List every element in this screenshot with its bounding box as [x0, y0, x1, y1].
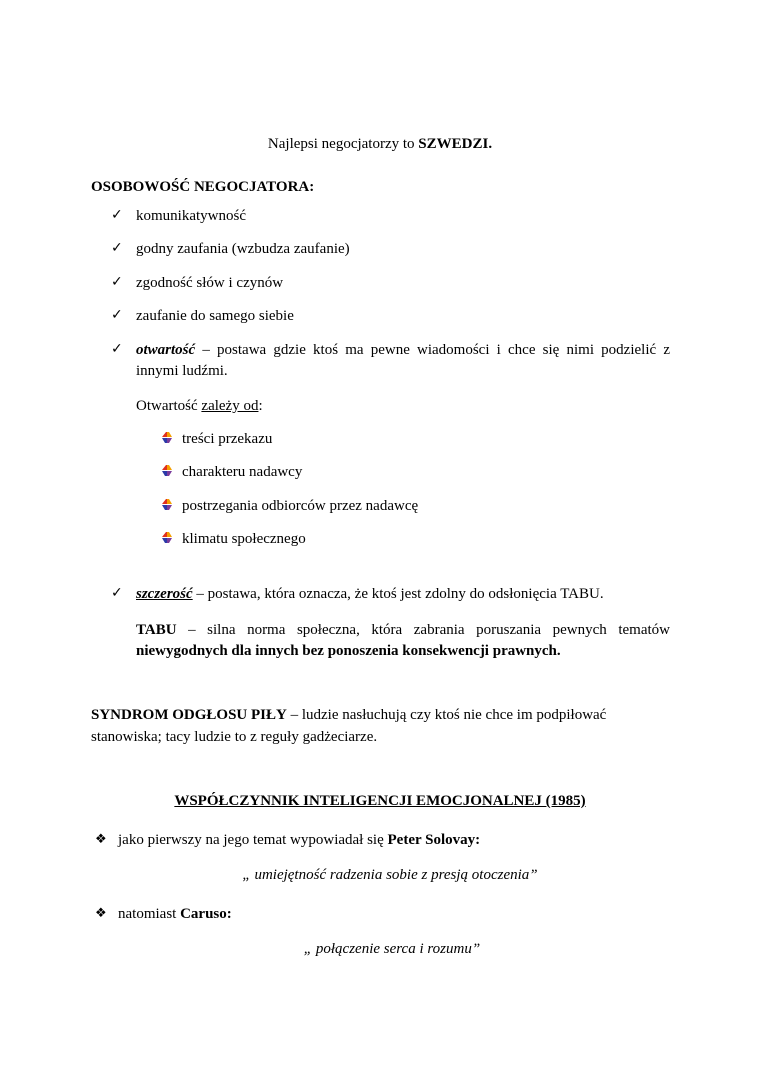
list-item-openness	[136, 341, 670, 359]
list-item-consistency: zgodność słów i czynów	[136, 275, 284, 291]
section-heading-personality	[91, 178, 314, 196]
page-title	[0, 135, 760, 153]
tabu-term: TABU	[136, 622, 177, 638]
openness-depends-label	[136, 397, 263, 415]
eq-person-name: Caruso:	[180, 906, 232, 922]
title-prefix: Najlepsi negocjatorzy to	[267, 136, 419, 152]
depends-underlined: zależy od	[201, 398, 259, 414]
list-item-self-confidence: zaufanie do samego siebie	[136, 308, 294, 324]
saw-term: SYNDROM ODGŁOSU PIŁY	[91, 707, 287, 723]
list-item-communicativeness: komunikatywność	[136, 208, 246, 224]
quote-caruso: „ połączenie serca i rozumu”	[303, 941, 481, 957]
depends-prefix: Otwartość	[136, 398, 202, 414]
diamond-bullet-icon: ❖	[95, 906, 107, 921]
tabu-definition-text: – silna norma społeczna, która zabrania poruszania pewnych tematów	[176, 622, 670, 638]
openness-term: otwartość	[136, 342, 196, 358]
check-icon: ✓	[111, 307, 123, 323]
check-icon: ✓	[111, 585, 123, 601]
check-icon: ✓	[111, 240, 123, 256]
openness-definition-continued: innymi ludźmi.	[136, 363, 228, 379]
check-icon: ✓	[111, 341, 123, 357]
factor-item: postrzegania odbiorców przez nadawcę	[182, 498, 419, 514]
factor-item: charakteru nadawcy	[182, 464, 303, 480]
factor-item: klimatu społecznego	[182, 531, 306, 547]
sincerity-term: szczerość	[136, 586, 193, 602]
section-heading-eq	[0, 792, 760, 810]
windows-flag-icon	[160, 464, 174, 478]
eq-item-caruso	[118, 905, 232, 923]
title-bold: SZWEDZI.	[418, 136, 493, 152]
openness-definition: – postawa gdzie ktoś ma pewne wiadomości i chce się nimi podzielić z	[195, 342, 670, 358]
eq-item-text: natomiast	[118, 906, 181, 922]
eq-item-text: jako pierwszy na jego temat wypowiadał się	[118, 832, 388, 848]
list-item-sincerity	[136, 585, 604, 603]
factor-item: treści przekazu	[182, 431, 273, 447]
windows-flag-icon	[160, 531, 174, 545]
eq-heading-text: WSPÓŁCZYNNIK INTELIGENCJI EMOCJONALNEJ (1985)	[174, 793, 586, 809]
tabu-definition-continued: niewygodnych dla innych bez ponoszenia konsekwencji prawnych.	[136, 643, 561, 659]
eq-person-name: Peter Solovay:	[387, 832, 481, 848]
saw-syndrome-definition	[91, 706, 606, 724]
windows-flag-icon	[160, 431, 174, 445]
list-item-trustworthy: godny zaufania (wzbudza zaufanie)	[136, 241, 350, 257]
heading-text: OSOBOWOŚĆ NEGOCJATORA:	[91, 179, 315, 195]
saw-syndrome-continued: stanowiska; tacy ludzie to z reguły gadżeciarze.	[91, 729, 378, 745]
check-icon: ✓	[111, 274, 123, 290]
depends-suffix: :	[258, 398, 263, 414]
sincerity-definition: – postawa, która oznacza, że ktoś jest zdolny do odsłonięcia TABU.	[192, 586, 604, 602]
diamond-bullet-icon: ❖	[95, 832, 107, 847]
tabu-definition	[136, 621, 670, 639]
saw-definition-text: – ludzie nasłuchują czy ktoś nie chce im podpiłować	[286, 707, 607, 723]
windows-flag-icon	[160, 498, 174, 512]
eq-item-solovay	[118, 831, 480, 849]
quote-solovay: „ umiejętność radzenia sobie z presją otoczenia”	[242, 867, 538, 883]
check-icon: ✓	[111, 207, 123, 223]
